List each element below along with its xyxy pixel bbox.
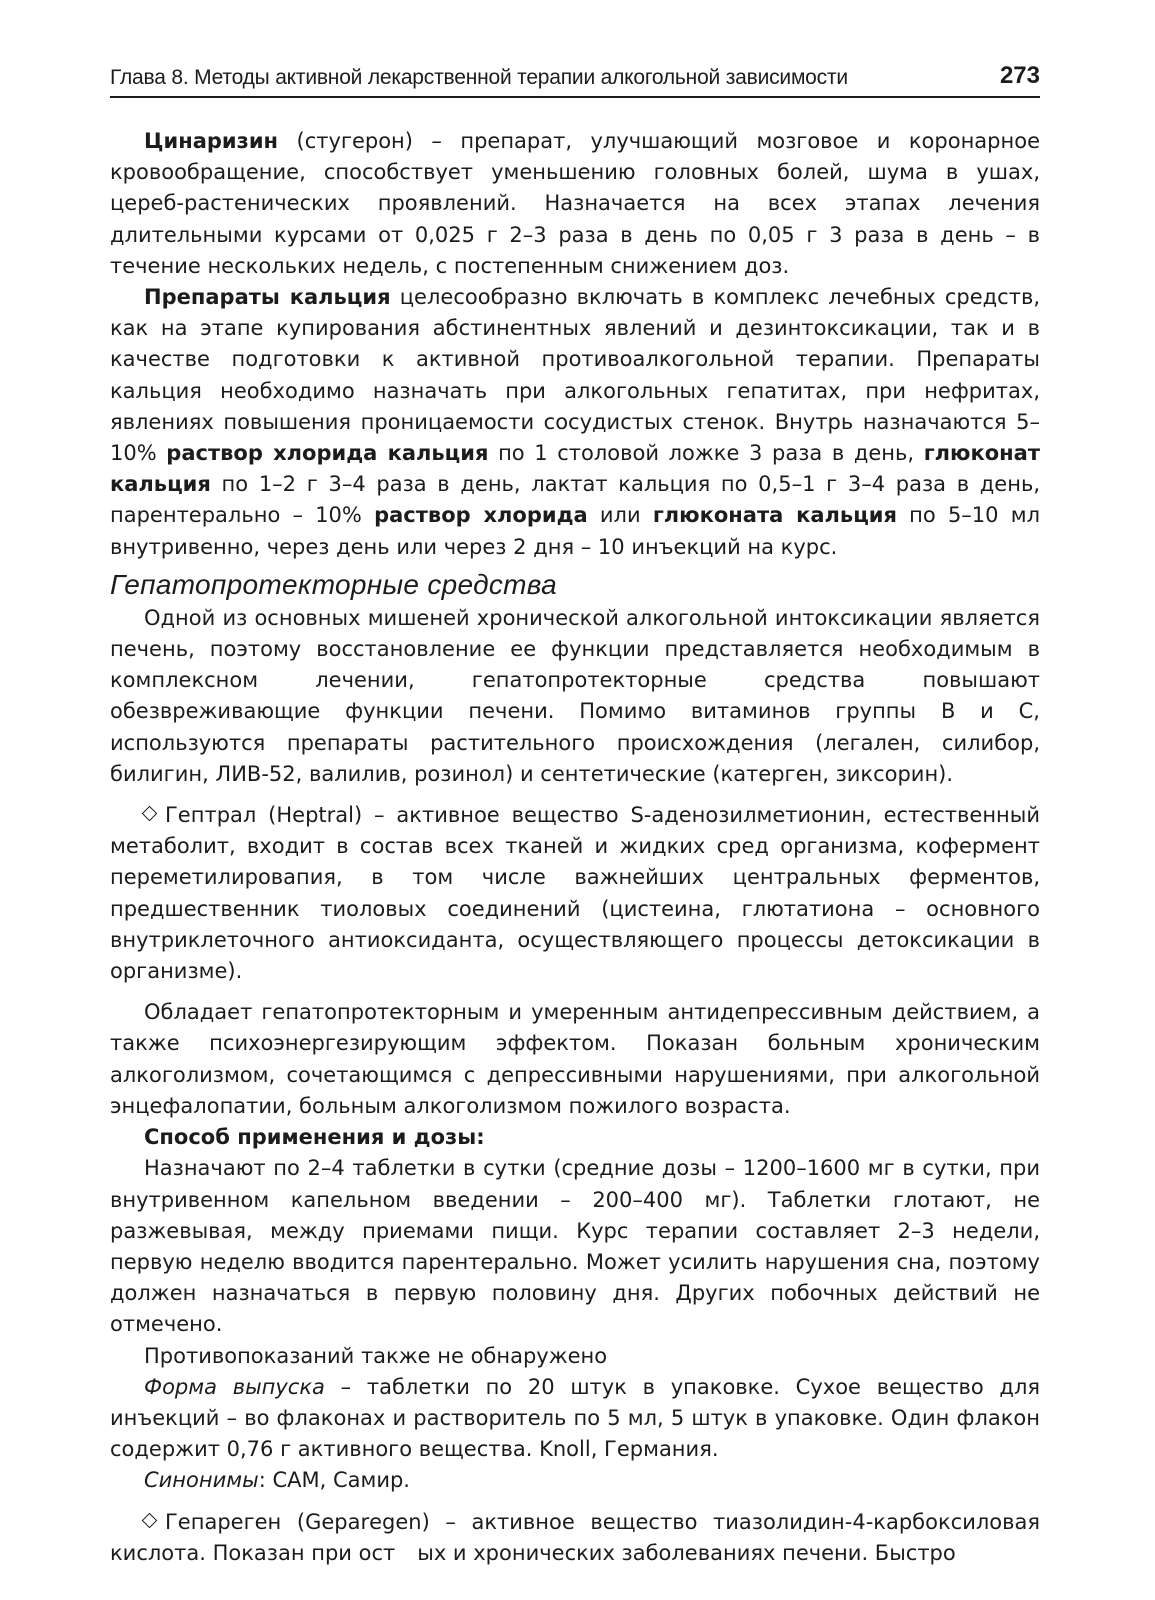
entry-gepareg	[110, 1507, 1040, 1569]
calcium-text-5: по 5–10 мл внутривенно, через день или через 2 дня – 10 инъекций на курс.	[110, 503, 1040, 559]
running-header	[110, 62, 1040, 98]
entry-heptral	[110, 800, 1040, 987]
paragraph-calcium	[110, 282, 1040, 563]
body-text	[110, 126, 1040, 1569]
heptral-effects: Обладает гепатопротекторным и умеренным антидепрессивным действием, а также психоэнергезирующим эффектом. Показан больным хроническим алкоголизмом, сочетающимся с депрессивными нарушениями, при алкогольной энцефалопатии, больным алкоголизмом пожилого возраста.	[110, 1000, 1040, 1118]
form-label: Форма выпуска	[144, 1374, 325, 1399]
calcium-text-2: по 1 столовой ложке 3 раза в день,	[488, 441, 924, 466]
calcium-text-4: или	[587, 503, 653, 528]
paragraph-liver: Одной из основных мишеней хронической алкогольной интоксикации является печень, поэтому восстановление ее функции представляется необходимым в комплексном лечении, гепатопротекторные средства повышают обезвреживающие функции печени. Помимо витаминов группы В и С, используются препараты растительного происхождения (легален, силибор, билигин, ЛИВ-52, валилив, розинол) и сентетические (катерген, зиксорин).	[110, 605, 1040, 786]
cinnarizine-text: (стугерон) – препарат, улучшающий мозговое и коронарное кровообращение, способствует уменьшению головных болей, шума в ушах, цереб-растенических проявлений. Назначается на всех этапах лечения длительными курсами от 0,025 г 2–3 раза в день по 0,05 г 3 раза в день – в течение нескольких недель, с постепенным снижением доз.	[110, 129, 1040, 278]
calcium-bold-4: глюконата кальция	[652, 503, 897, 528]
book-page	[110, 62, 1040, 1569]
heptral-synonyms	[110, 1465, 1040, 1496]
calcium-bold-2: глюконат кальция	[110, 441, 1040, 497]
synonyms-text: : САМ, Самир.	[258, 1468, 410, 1493]
dosage-heading: Способ применения и дозы:	[144, 1125, 485, 1150]
diamond-bullet-icon	[142, 1512, 158, 1528]
term-calcium: Препараты кальция	[144, 285, 391, 310]
synonyms-label: Синонимы	[144, 1468, 259, 1493]
form-text: – таблетки по 20 штук в упаковке. Сухое вещество для инъекций – во флаконах и растворитель по 5 мл, 5 штук в упаковке. Один флакон содержит 0,76 г активного вещества. Knoll, Германия.	[110, 1374, 1041, 1462]
drug-name-heptral: Гептрал (Heptral)	[165, 803, 363, 828]
diamond-bullet-icon	[142, 806, 158, 822]
calcium-text-3: по 1–2 г 3–4 раза в день, лактат кальция по 0,5–1 г 3–4 раза в день, парентерально – 10%	[110, 472, 1040, 528]
gepareg-description-end: ых и хронических заболеваниях печени. Быстро	[417, 1540, 956, 1565]
paragraph-cinnarizine	[110, 126, 1040, 282]
calcium-bold-1: раствор хлорида кальция	[166, 441, 489, 466]
drug-name-gepareg: Гепареген (Geparеgen)	[165, 1509, 430, 1534]
heptral-description: – активное вещество S-аденозилметионин, естественный метаболит, входит в состав всех тканей и жидких сред организма, кофермент переметилировапия, в том числе важнейших центральных ферментов, предшественник тиоловых соединений (цистеина, глютатиона – основного внутриклеточного антиоксиданта, осуществляющего процессы детоксикации в организме).	[110, 803, 1041, 984]
heptral-contraindications: Противопоказаний также не обнаружено	[144, 1343, 608, 1368]
heptral-dosage: Назначают по 2–4 таблетки в сутки (средние дозы – 1200–1600 мг в сутки, при внутривенном капельном введении – 200–400 мг). Таблетки глотают, не разжевывая, между приемами пищи. Курс терапии составляет 2–3 недели, первую неделю вводится парентерально. Может усилить нарушения сна, поэтому должен назначаться в первую половину дня. Других побочных действий не отмечено.	[110, 1156, 1040, 1337]
gepareg-description-start: – активное вещество тиазолидин-4-карбоксиловая кислота. Показан при ост	[110, 1509, 1040, 1565]
chapter-title: Глава 8. Методы активной лекарственной терапии алкогольной зависимости	[110, 66, 848, 89]
calcium-bold-3: раствор хлорида	[374, 503, 588, 528]
term-cinnarizine: Цинаризин	[144, 129, 279, 153]
heptral-form	[110, 1372, 1040, 1466]
page-number: 273	[999, 62, 1040, 89]
section-heading: Гепатопротекторные средства	[110, 568, 557, 600]
calcium-text-1: целесообразно включать в комплекс лечебных средств, как на этапе купирования абстинентных явлений и дезинтоксикации, так и в качестве подготовки к активной противоалкогольной терапии. Препараты кальция необходимо назначать при алкогольных гепатитах, при нефритах, явлениях повышения проницаемости сосудистых стенок. Внутрь назначаются 5–10%	[110, 285, 1040, 466]
